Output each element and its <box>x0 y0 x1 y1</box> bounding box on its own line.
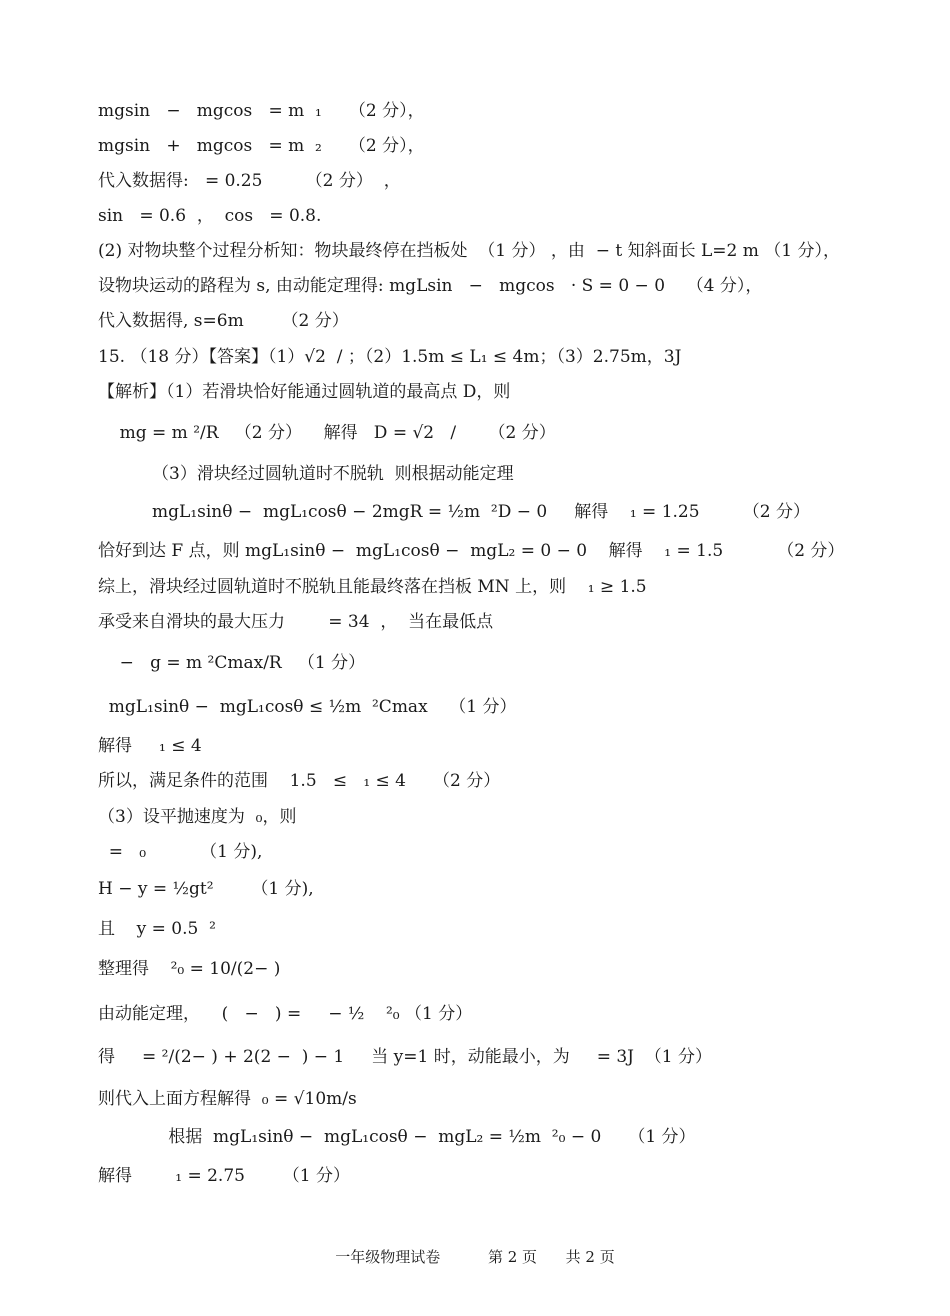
text-line: 设物块运动的路程为 s, 由动能定理得: mgLsin − mgcos · S = 0 − 0 （4 分）， <box>98 276 763 296</box>
equation-line: 且 y = 0.5 ² <box>98 919 216 939</box>
equation-line: mgL₁sinθ − mgL₁cosθ ≤ ½m ²Cmax （1 分） <box>98 697 517 717</box>
equation-line: 恰好到达 F 点，则 mgL₁sinθ − mgL₁cosθ − mgL₂ = 0 − 0 解得 ₁ = 1.5 （2 分） <box>98 541 845 561</box>
text-line: mgsin − mgcos = m ₁ （2 分）， <box>98 101 425 121</box>
answer-heading: 15. （18 分）【答案】（1）√2 / ；（2）1.5m ≤ L₁ ≤ 4m；（3）2.75m，3J <box>98 347 682 367</box>
equation-line: = ₀ （1 分), <box>98 842 263 862</box>
equation-line: − g = m ²Cmax/R （1 分） <box>98 653 366 673</box>
text-line: sin = 0.6 ， cos = 0.8. <box>98 206 322 226</box>
text-line: （3）滑块经过圆轨道时不脱轨 则根据动能定理 <box>98 464 514 484</box>
text-line: 解得 ₁ ≤ 4 <box>98 736 202 756</box>
text-line: 代入数据得: = 0.25 （2 分） ， <box>98 171 401 191</box>
equation-line: 由动能定理， ( − ) = − ½ ²₀ （1 分） <box>98 1004 473 1024</box>
text-line: 综上，滑块经过圆轨道时不脱轨且能最终落在挡板 MN 上，则 ₁ ≥ 1.5 <box>98 577 647 597</box>
text-line: 解得 ₁ = 2.75 （1 分） <box>98 1166 350 1186</box>
equation-line: H − y = ½gt² （1 分), <box>98 879 314 899</box>
page-footer: 一年级物理试卷 第 2 页 共 2 页 <box>335 1248 615 1266</box>
analysis-heading: 【解析】（1）若滑块恰好能通过圆轨道的最高点 D，则 <box>98 382 511 402</box>
text-line: 代入数据得, s=6m （2 分） <box>98 311 349 331</box>
text-line: (2) 对物块整个过程分析知：物块最终停在挡板处 （1 分） ，由 − t 知斜面长 L=2 m （1 分）， <box>98 241 841 261</box>
equation-line: mg = m ²/R （2 分） 解得 D = √2 / （2 分） <box>98 423 556 443</box>
equation-line: 整理得 ²₀ = 10/(2− ) <box>98 959 281 979</box>
text-line: 承受来自滑块的最大压力 = 34 ， 当在最低点 <box>98 612 494 632</box>
text-line: （3）设平抛速度为 ₀，则 <box>98 807 297 827</box>
equation-line: mgL₁sinθ − mgL₁cosθ − 2mgR = ½m ²D − 0 解得 ₁ = 1.25 （2 分） <box>98 502 811 522</box>
equation-line: 得 = ²/(2− ) + 2(2 − ) − 1 当 y=1 时，动能最小，为 = 3J （1 分） <box>98 1047 713 1067</box>
equation-line: 则代入上面方程解得 ₀ = √10m/s <box>98 1089 357 1109</box>
text-line: mgsin + mgcos = m ₂ （2 分）， <box>98 136 425 156</box>
equation-line: 根据 mgL₁sinθ − mgL₁cosθ − mgL₂ = ½m ²₀ − 0 （1 分） <box>98 1127 696 1147</box>
text-line: 所以，满足条件的范围 1.5 ≤ ₁ ≤ 4 （2 分） <box>98 771 501 791</box>
